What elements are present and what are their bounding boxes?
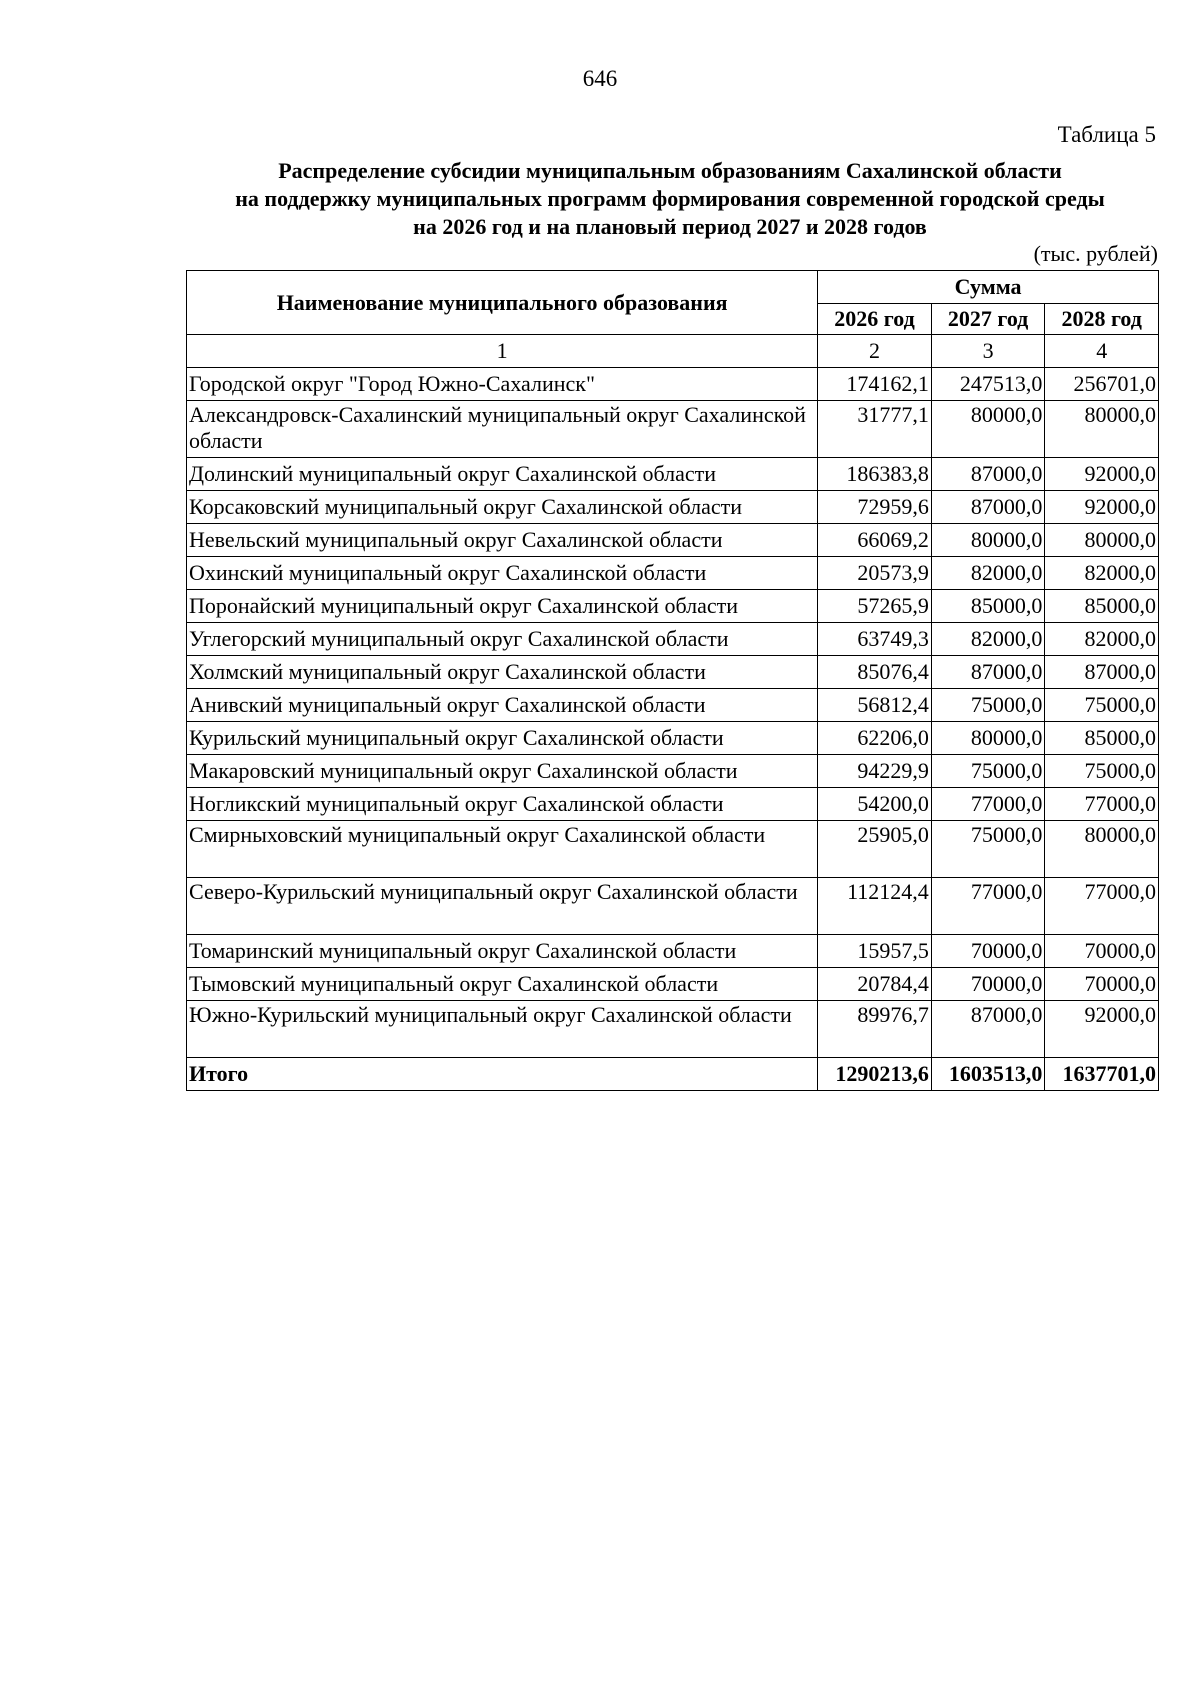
value-2026: 54200,0 — [818, 788, 932, 821]
table-row — [187, 722, 1159, 755]
municipality-name: Анивский муниципальный округ Сахалинской области — [187, 689, 818, 722]
table-row — [187, 1001, 1159, 1058]
municipality-name: Александровск-Сахалинский муниципальный округ Сахалинской области — [187, 401, 818, 458]
municipality-name: Смирныховский муниципальный округ Сахалинской области — [187, 821, 818, 878]
municipality-name: Томаринский муниципальный округ Сахалинской области — [187, 935, 818, 968]
table-row — [187, 458, 1159, 491]
value-2028: 77000,0 — [1045, 878, 1159, 935]
value-2026: 85076,4 — [818, 656, 932, 689]
value-2026: 94229,9 — [818, 755, 932, 788]
value-2028: 80000,0 — [1045, 401, 1159, 458]
municipality-name: Холмский муниципальный округ Сахалинской области — [187, 656, 818, 689]
value-2027: 77000,0 — [931, 878, 1045, 935]
municipality-name: Поронайский муниципальный округ Сахалинской области — [187, 590, 818, 623]
page-number: 646 — [582, 66, 618, 91]
column-number: 4 — [1045, 335, 1159, 368]
value-2027: 87000,0 — [931, 656, 1045, 689]
municipality-name: Невельский муниципальный округ Сахалинской области — [187, 524, 818, 557]
header-name: Наименование муниципального образования — [187, 271, 818, 335]
value-2027: 85000,0 — [931, 590, 1045, 623]
header-year-2028: 2028 год — [1045, 304, 1159, 335]
value-2028: 82000,0 — [1045, 623, 1159, 656]
value-2028: 70000,0 — [1045, 968, 1159, 1001]
value-2027: 75000,0 — [931, 689, 1045, 722]
municipality-name: Южно-Курильский муниципальный округ Сахалинской области — [187, 1001, 818, 1058]
table-title — [180, 157, 1160, 241]
total-label: Итого — [187, 1058, 818, 1091]
municipality-name: Городской округ "Город Южно-Сахалинск" — [187, 368, 818, 401]
table-label: Таблица 5 — [1057, 122, 1156, 147]
value-2026: 112124,4 — [818, 878, 932, 935]
value-2027: 80000,0 — [931, 722, 1045, 755]
value-2028: 92000,0 — [1045, 1001, 1159, 1058]
value-2027: 77000,0 — [931, 788, 1045, 821]
total-2026: 1290213,6 — [818, 1058, 932, 1091]
title-line: на поддержку муниципальных программ формирования современной городской среды — [235, 186, 1105, 211]
table-row — [187, 401, 1159, 458]
value-2027: 87000,0 — [931, 458, 1045, 491]
value-2027: 82000,0 — [931, 623, 1045, 656]
municipality-name: Тымовский муниципальный округ Сахалинской области — [187, 968, 818, 1001]
municipality-name: Корсаковский муниципальный округ Сахалинской области — [187, 491, 818, 524]
subsidy-table — [186, 270, 1159, 1091]
value-2026: 89976,7 — [818, 1001, 932, 1058]
units-note: (тыс. рублей) — [1033, 241, 1158, 266]
table-row — [187, 755, 1159, 788]
value-2027: 70000,0 — [931, 935, 1045, 968]
title-line: на 2026 год и на плановый период 2027 и 2028 годов — [413, 214, 927, 239]
value-2026: 72959,6 — [818, 491, 932, 524]
value-2027: 247513,0 — [931, 368, 1045, 401]
value-2028: 75000,0 — [1045, 755, 1159, 788]
municipality-name: Углегорский муниципальный округ Сахалинской области — [187, 623, 818, 656]
value-2026: 174162,1 — [818, 368, 932, 401]
value-2027: 87000,0 — [931, 491, 1045, 524]
value-2028: 87000,0 — [1045, 656, 1159, 689]
value-2026: 20784,4 — [818, 968, 932, 1001]
column-number: 3 — [931, 335, 1045, 368]
municipality-name: Долинский муниципальный округ Сахалинской области — [187, 458, 818, 491]
table-row — [187, 878, 1159, 935]
value-2028: 80000,0 — [1045, 524, 1159, 557]
table-row — [187, 590, 1159, 623]
total-row — [187, 1058, 1159, 1091]
municipality-name: Ногликский муниципальный округ Сахалинской области — [187, 788, 818, 821]
column-number: 2 — [818, 335, 932, 368]
table-row — [187, 491, 1159, 524]
header-sum: Сумма — [818, 271, 1159, 304]
value-2026: 25905,0 — [818, 821, 932, 878]
municipality-name: Макаровский муниципальный округ Сахалинской области — [187, 755, 818, 788]
value-2028: 82000,0 — [1045, 557, 1159, 590]
value-2027: 87000,0 — [931, 1001, 1045, 1058]
table-row — [187, 821, 1159, 878]
value-2027: 80000,0 — [931, 524, 1045, 557]
title-line: Распределение субсидии муниципальным образованиям Сахалинской области — [278, 158, 1062, 183]
municipality-name: Курильский муниципальный округ Сахалинской области — [187, 722, 818, 755]
table-row — [187, 788, 1159, 821]
header-year-2027: 2027 год — [931, 304, 1045, 335]
table-row — [187, 524, 1159, 557]
total-2027: 1603513,0 — [931, 1058, 1045, 1091]
value-2026: 57265,9 — [818, 590, 932, 623]
value-2027: 80000,0 — [931, 401, 1045, 458]
value-2026: 20573,9 — [818, 557, 932, 590]
value-2026: 15957,5 — [818, 935, 932, 968]
value-2028: 85000,0 — [1045, 722, 1159, 755]
value-2026: 62206,0 — [818, 722, 932, 755]
total-2028: 1637701,0 — [1045, 1058, 1159, 1091]
table-row — [187, 689, 1159, 722]
header-year-2026: 2026 год — [818, 304, 932, 335]
value-2027: 75000,0 — [931, 755, 1045, 788]
value-2026: 56812,4 — [818, 689, 932, 722]
municipality-name: Охинский муниципальный округ Сахалинской области — [187, 557, 818, 590]
value-2028: 256701,0 — [1045, 368, 1159, 401]
table-row — [187, 935, 1159, 968]
value-2028: 80000,0 — [1045, 821, 1159, 878]
value-2026: 31777,1 — [818, 401, 932, 458]
value-2026: 66069,2 — [818, 524, 932, 557]
table-row — [187, 368, 1159, 401]
value-2028: 85000,0 — [1045, 590, 1159, 623]
table-row — [187, 656, 1159, 689]
value-2027: 75000,0 — [931, 821, 1045, 878]
column-number: 1 — [187, 335, 818, 368]
value-2027: 70000,0 — [931, 968, 1045, 1001]
value-2028: 77000,0 — [1045, 788, 1159, 821]
value-2026: 63749,3 — [818, 623, 932, 656]
table-row — [187, 623, 1159, 656]
municipality-name: Северо-Курильский муниципальный округ Сахалинской области — [187, 878, 818, 935]
value-2028: 75000,0 — [1045, 689, 1159, 722]
table-row — [187, 557, 1159, 590]
value-2028: 92000,0 — [1045, 491, 1159, 524]
value-2028: 70000,0 — [1045, 935, 1159, 968]
value-2028: 92000,0 — [1045, 458, 1159, 491]
table-row — [187, 968, 1159, 1001]
value-2026: 186383,8 — [818, 458, 932, 491]
value-2027: 82000,0 — [931, 557, 1045, 590]
